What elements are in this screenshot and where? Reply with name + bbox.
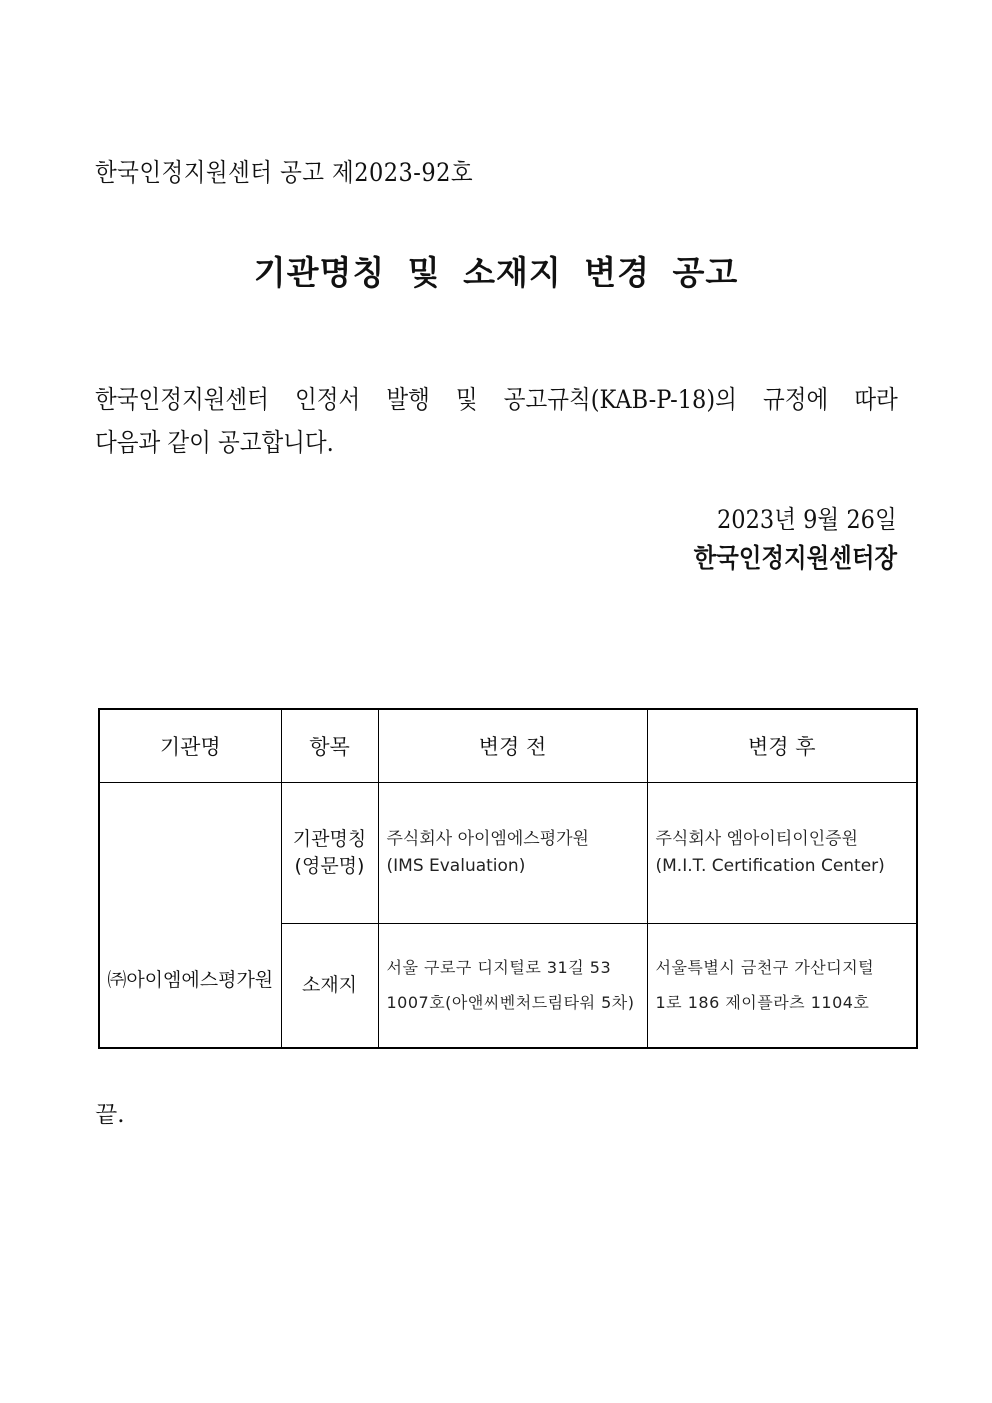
before-line-1: 서울 구로구 디지털로 31길 53 (386, 958, 612, 978)
after-value-cell (647, 923, 917, 1048)
header-after: 변경 후 (647, 709, 917, 782)
before-line-1: 주식회사 아이엠에스평가원 (386, 828, 589, 849)
change-table (98, 708, 918, 1049)
end-mark: 끝. (95, 1102, 125, 1128)
header-organization: 기관명 (99, 709, 281, 782)
before-value-cell (378, 923, 647, 1048)
header-item: 항목 (281, 709, 378, 782)
header-before: 변경 전 (378, 709, 647, 782)
organization-name (99, 782, 281, 1048)
document-title: 기관명칭 및 소재지 변경 공고 (253, 253, 739, 292)
body-paragraph (95, 378, 898, 464)
body-line-2: 다음과 같이 공고합니다. (95, 428, 334, 457)
after-line-1: 서울특별시 금천구 가산디지털 (655, 958, 875, 978)
item-cell (281, 923, 378, 1048)
after-value-cell (647, 782, 917, 923)
before-value-cell (378, 782, 647, 923)
item-cell (281, 782, 378, 923)
table-row (99, 782, 917, 923)
body-line-1: 한국인정지원센터 인정서 발행 및 공고규칙(KAB-P-18)의 규정에 따라 (95, 385, 898, 414)
after-line-2: 1로 186 제이플라츠 1104호 (655, 993, 870, 1013)
table-header-row (99, 709, 917, 782)
issuer-name: 한국인정지원센터장 (693, 544, 897, 574)
item-label-line-1: 기관명칭 (292, 827, 367, 850)
notice-number: 한국인정지원센터 공고 제2023-92호 (95, 158, 474, 187)
before-line-2: (IMS Evaluation) (386, 855, 526, 876)
before-line-2: 1007호(아앤씨벤처드림타워 5차) (386, 993, 635, 1013)
organization-name-text: ㈜아이엠에스평가원 (107, 969, 274, 992)
item-label-line-1: 소재지 (301, 973, 358, 996)
item-label-line-2: (영문명) (294, 854, 365, 877)
after-line-1: 주식회사 엠아이티이인증원 (655, 828, 858, 849)
notice-date: 2023년 9월 26일 (717, 505, 897, 534)
after-line-2: (M.I.T. Certification Center) (655, 855, 885, 876)
